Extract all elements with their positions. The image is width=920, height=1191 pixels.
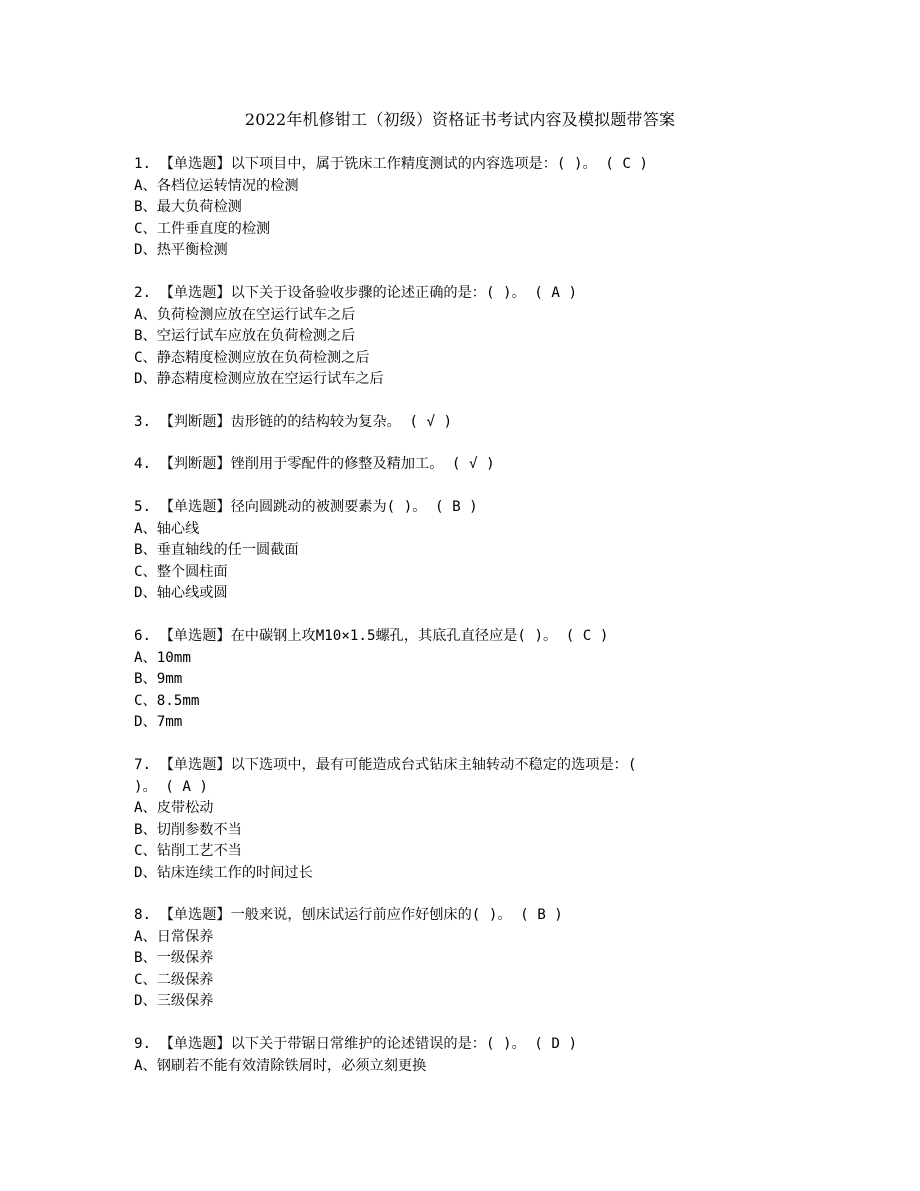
question-stem: 2. 【单选题】以下关于设备验收步骤的论述正确的是：( )。 ( A ): [134, 285, 578, 301]
question-stem: 4. 【判断题】锉削用于零配件的修整及精加工。 ( √ ): [134, 456, 495, 472]
question-option: A、日常保养: [134, 928, 214, 945]
question-option: A、10mm: [134, 649, 191, 666]
question-option: A、钢刷若不能有效清除铁屑时，必须立刻更换: [134, 1057, 427, 1074]
question-4: [134, 454, 834, 476]
question-option: C、工件垂直度的检测: [134, 220, 271, 237]
question-option: D、7mm: [134, 714, 183, 730]
question-option: C、8.5mm: [134, 692, 200, 709]
question-option: C、钻削工艺不当: [134, 843, 242, 859]
question-stem: 1. 【单选题】以下项目中，属于铣床工作精度测试的内容选项是：( )。 ( C ): [134, 156, 648, 172]
question-stem-continued: )。 ( A ): [134, 778, 208, 795]
question-option: A、各档位运转情况的检测: [134, 177, 299, 194]
question-option: C、整个圆柱面: [134, 563, 228, 580]
question-8: [134, 905, 834, 1013]
question-option: D、静态精度检测应放在空运行试车之后: [134, 371, 384, 387]
question-option: D、热平衡检测: [134, 242, 228, 258]
question-option: A、皮带松动: [134, 800, 214, 816]
question-stem: 7. 【单选题】以下选项中，最有可能造成台式钻床主轴转动不稳定的选项是：(: [134, 757, 637, 773]
question-option: B、一级保养: [134, 950, 214, 966]
question-7: [134, 755, 834, 884]
question-option: B、9mm: [134, 671, 183, 687]
question-1: [134, 154, 834, 262]
question-2: [134, 283, 834, 391]
question-9: [134, 1034, 834, 1077]
question-stem: 9. 【单选题】以下关于带锯日常维护的论述错误的是：( )。 ( D ): [134, 1036, 578, 1052]
question-5: [134, 497, 834, 605]
question-option: D、轴心线或圆: [134, 585, 228, 601]
question-6: [134, 626, 834, 734]
question-option: B、最大负荷检测: [134, 199, 242, 215]
question-stem: 8. 【单选题】一般来说，刨床试运行前应作好刨床的( )。 ( B ): [134, 907, 563, 923]
question-option: B、切削参数不当: [134, 821, 242, 838]
question-stem: 3. 【判断题】齿形链的的结构较为复杂。 ( √ ): [134, 414, 453, 430]
question-option: B、垂直轴线的任一圆截面: [134, 542, 299, 558]
question-stem: 5. 【单选题】径向圆跳动的被测要素为( )。 ( B ): [134, 499, 478, 515]
question-stem: 6. 【单选题】在中碳钢上攻M10×1.5螺孔，其底孔直径应是( )。 ( C ): [134, 628, 609, 644]
question-option: D、三级保养: [134, 993, 214, 1009]
question-option: A、负荷检测应放在空运行试车之后: [134, 306, 356, 323]
document-title: 2022年机修钳工（初级）资格证书考试内容及模拟题带答案: [244, 110, 676, 129]
question-option: C、二级保养: [134, 971, 214, 988]
question-option: A、轴心线: [134, 520, 200, 537]
question-option: B、空运行试车应放在负荷检测之后: [134, 328, 356, 344]
question-option: C、静态精度检测应放在负荷检测之后: [134, 349, 370, 366]
question-3: [134, 412, 834, 434]
question-option: D、钻床连续工作的时间过长: [134, 864, 313, 881]
